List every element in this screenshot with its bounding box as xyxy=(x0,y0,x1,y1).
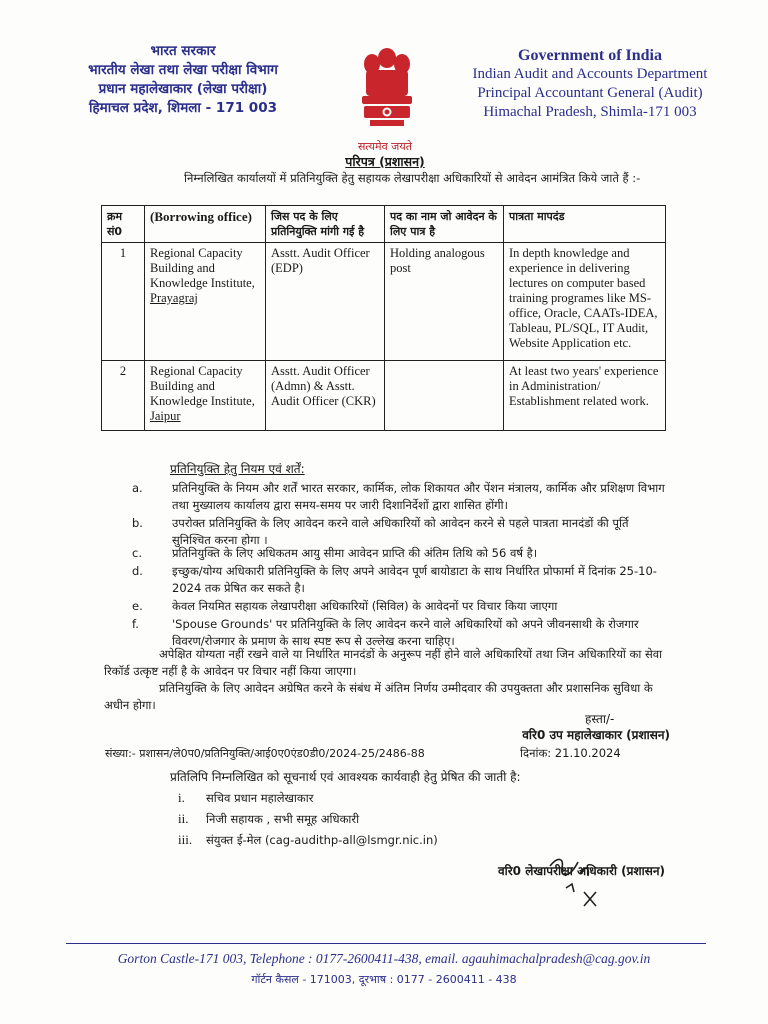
ashoka-emblem-icon xyxy=(352,44,422,140)
rule-item xyxy=(132,563,666,597)
row-office xyxy=(145,243,266,361)
office-name: Regional Capacity Building and Knowledge Institute, xyxy=(150,246,255,290)
rule-text: उपरोक्त प्रतिनियुक्ति के लिए आवेदन करने वाले अधिकारियों को आवेदन करने से पहले पात्रता मानदंडों की पूर्ति सुनिश्चित करना होगा । xyxy=(172,516,629,547)
letterhead-hindi-line: हिमाचल प्रदेश, शिमला - 171 003 xyxy=(89,100,277,116)
signed-mark: हस्ता/- xyxy=(585,712,615,726)
paragraph-ineligible: अपेक्षित योग्यता नहीं रखने वाले या निर्धारित मानदंडों के अनुरूप नहीं होने वाले अधिकारियों तथा जिन अधिकारियों का सेवा रिकॉर्ड उत्कृष्ट नहीं है के आवेदन पर विचार नहीं किया जाएगा। xyxy=(104,647,663,678)
rule-text: इच्छुक/योग्य अधिकारी प्रतिनियुक्ति के लिए अपने आवेदन पूर्ण बायोडाटा के साथ निर्धारित प्रोफार्मा में दिनांक 25-10-2024 तक प्रेषित कर सकते है। xyxy=(172,564,657,595)
rule-text: प्रतिनियुक्ति के नियम और शर्तें भारत सरकार, कार्मिक, लोक शिकायत और पेंशन मंत्रालय, कार्मिक और प्रशिक्षण विभाग तथा मुख्यालय कार्यालय द्वारा समय-समय पर जारी दिशानिर्देशों द्वारा शासित होंगी। xyxy=(172,481,665,512)
row-serial: 1 xyxy=(102,243,145,361)
copy-item-text: निजी सहायक , सभी समूह अधिकारी xyxy=(206,812,360,826)
signatory-designation: वरि0 उप महालेखाकार (प्रशासन) xyxy=(522,728,670,742)
rule-item xyxy=(132,616,666,650)
signatory-designation-2: वरि0 लेखापरीक्षा अधिकारी (प्रशासन) xyxy=(497,864,665,878)
table-row xyxy=(102,243,666,361)
copy-item xyxy=(178,790,313,806)
rule-text: 'Spouse Grounds' पर प्रतिनियुक्ति के लिए आवेदन करने वाले अधिकारियों को अपने जीवनसाथी के रोजगार विवरण/रोजगार के प्रमाण के साथ स्पष्ट रूप से उल्लेख करना चाहिए। xyxy=(172,617,639,648)
circular-title: परिपत्र (प्रशासन) xyxy=(345,154,425,169)
rule-letter: c. xyxy=(132,546,142,560)
footer-address-hindi: गॉर्टन कैसल - 171003, दूरभाष : 0177 - 2600411 - 438 xyxy=(251,973,517,986)
col-header-post: जिस पद के लिए प्रतिनियुक्ति मांगी गई है xyxy=(266,206,385,243)
table-row xyxy=(102,361,666,431)
footer-address-english: Gorton Castle-171 003, Telephone : 0177-2600411-438, email. agauhimachalpradesh@cag.gov.in xyxy=(117,951,651,966)
office-city: Jaipur xyxy=(150,409,181,423)
copy-item xyxy=(178,811,359,827)
letterhead-hindi-line: प्रधान महालेखाकार (लेखा परीक्षा) xyxy=(98,81,268,97)
letterhead-hindi-line: भारतीय लेखा तथा लेखा परीक्षा विभाग xyxy=(88,62,278,78)
copy-intro: प्रतिलिपि निम्नलिखित को सूचनार्थ एवं आवश्यक कार्यवाही हेतु प्रेषित की जाती है: xyxy=(170,770,521,784)
col-header-serial: क्रम सं0 xyxy=(102,206,145,243)
copy-item-number: i. xyxy=(178,790,185,805)
copy-item-number: iii. xyxy=(178,832,193,847)
rules-title: प्रतिनियुक्ति हेतु नियम एवं शर्तें: xyxy=(170,462,305,476)
reference-date: दिनांक: 21.10.2024 xyxy=(520,746,621,760)
letterhead-english-line: Principal Accountant General (Audit) xyxy=(477,85,703,101)
copy-item-text: संयुक्त ई-मेल (cag-audithp-all@lsmgr.nic.in) xyxy=(206,833,438,847)
letterhead-english-line: Himachal Pradesh, Shimla-171 003 xyxy=(483,104,697,120)
rule-item xyxy=(132,545,666,563)
row-criteria: At least two years' experience in Administration/ Establishment related work. xyxy=(504,361,666,431)
letterhead-hindi xyxy=(58,42,308,118)
row-eligible xyxy=(385,361,504,431)
letterhead-english-line: Government of India xyxy=(518,47,662,64)
rule-text: केवल नियमित सहायक लेखापरीक्षा अधिकारियों (सिविल) के आवेदनों पर विचार किया जाएगा xyxy=(172,599,558,613)
vacancy-table xyxy=(101,205,666,431)
office-name: Regional Capacity Building and Knowledge Institute, xyxy=(150,364,255,408)
rule-letter: e. xyxy=(132,599,143,613)
intro-text: निम्नलिखित कार्यालयों में प्रतिनियुक्ति हेतु सहायक लेखापरीक्षा अधिकारियों से आवेदन आमंत्रित किये जाते हैं :- xyxy=(184,171,641,185)
row-post: Asstt. Audit Officer (Admn) & Asstt. Audit Officer (CKR) xyxy=(266,361,385,431)
rule-item xyxy=(132,480,666,514)
rule-text: प्रतिनियुक्ति के लिए अधिकतम आयु सीमा आवेदन प्राप्ति की अंतिम तिथि को 56 वर्ष है। xyxy=(172,546,538,560)
col-header-eligible: पद का नाम जो आवेदन के लिए पात्र है xyxy=(385,206,504,243)
row-serial: 2 xyxy=(102,361,145,431)
footer-divider xyxy=(66,943,706,944)
letterhead-hindi-line: भारत सरकार xyxy=(150,43,216,59)
col-header-criteria: पात्रता मापदंड xyxy=(504,206,666,243)
rule-item xyxy=(132,515,666,549)
table-header-row xyxy=(102,206,666,243)
office-city: Prayagraj xyxy=(150,291,198,305)
letterhead-english xyxy=(445,46,735,122)
rule-letter: f. xyxy=(132,617,139,631)
paragraph-final-decision: प्रतिनियुक्ति के लिए आवेदन अग्रेषित करने के संबंध में अंतिम निर्णय उम्मीदवार की उपयुक्तता और प्रशासनिक सुविधा के अधीन होगा। xyxy=(104,681,653,712)
national-motto: सत्यमेव जयते xyxy=(357,140,412,153)
reference-number: संख्या:- प्रशासन/ले0प0/प्रतिनियुक्ति/आई0ए0एंड0डी0/2024-25/2486-88 xyxy=(105,747,425,760)
row-eligible: Holding analogous post xyxy=(385,243,504,361)
rule-letter: b. xyxy=(132,516,143,530)
row-post: Asstt. Audit Officer (EDP) xyxy=(266,243,385,361)
row-criteria: In depth knowledge and experience in delivering lectures on computer based training programes like MS-office, Oracle, CAATs-IDEA, Tableau, PL/SQL, IT Audit, Website Application etc. xyxy=(504,243,666,361)
rule-letter: d. xyxy=(132,564,143,578)
row-office xyxy=(145,361,266,431)
copy-item-text: सचिव प्रधान महालेखाकार xyxy=(206,791,314,805)
copy-item-number: ii. xyxy=(178,811,189,826)
rule-item xyxy=(132,598,666,616)
col-header-office: (Borrowing office) xyxy=(145,206,266,243)
copy-item xyxy=(178,832,438,848)
letterhead-english-line: Indian Audit and Accounts Department xyxy=(472,66,708,82)
rule-letter: a. xyxy=(132,481,143,495)
